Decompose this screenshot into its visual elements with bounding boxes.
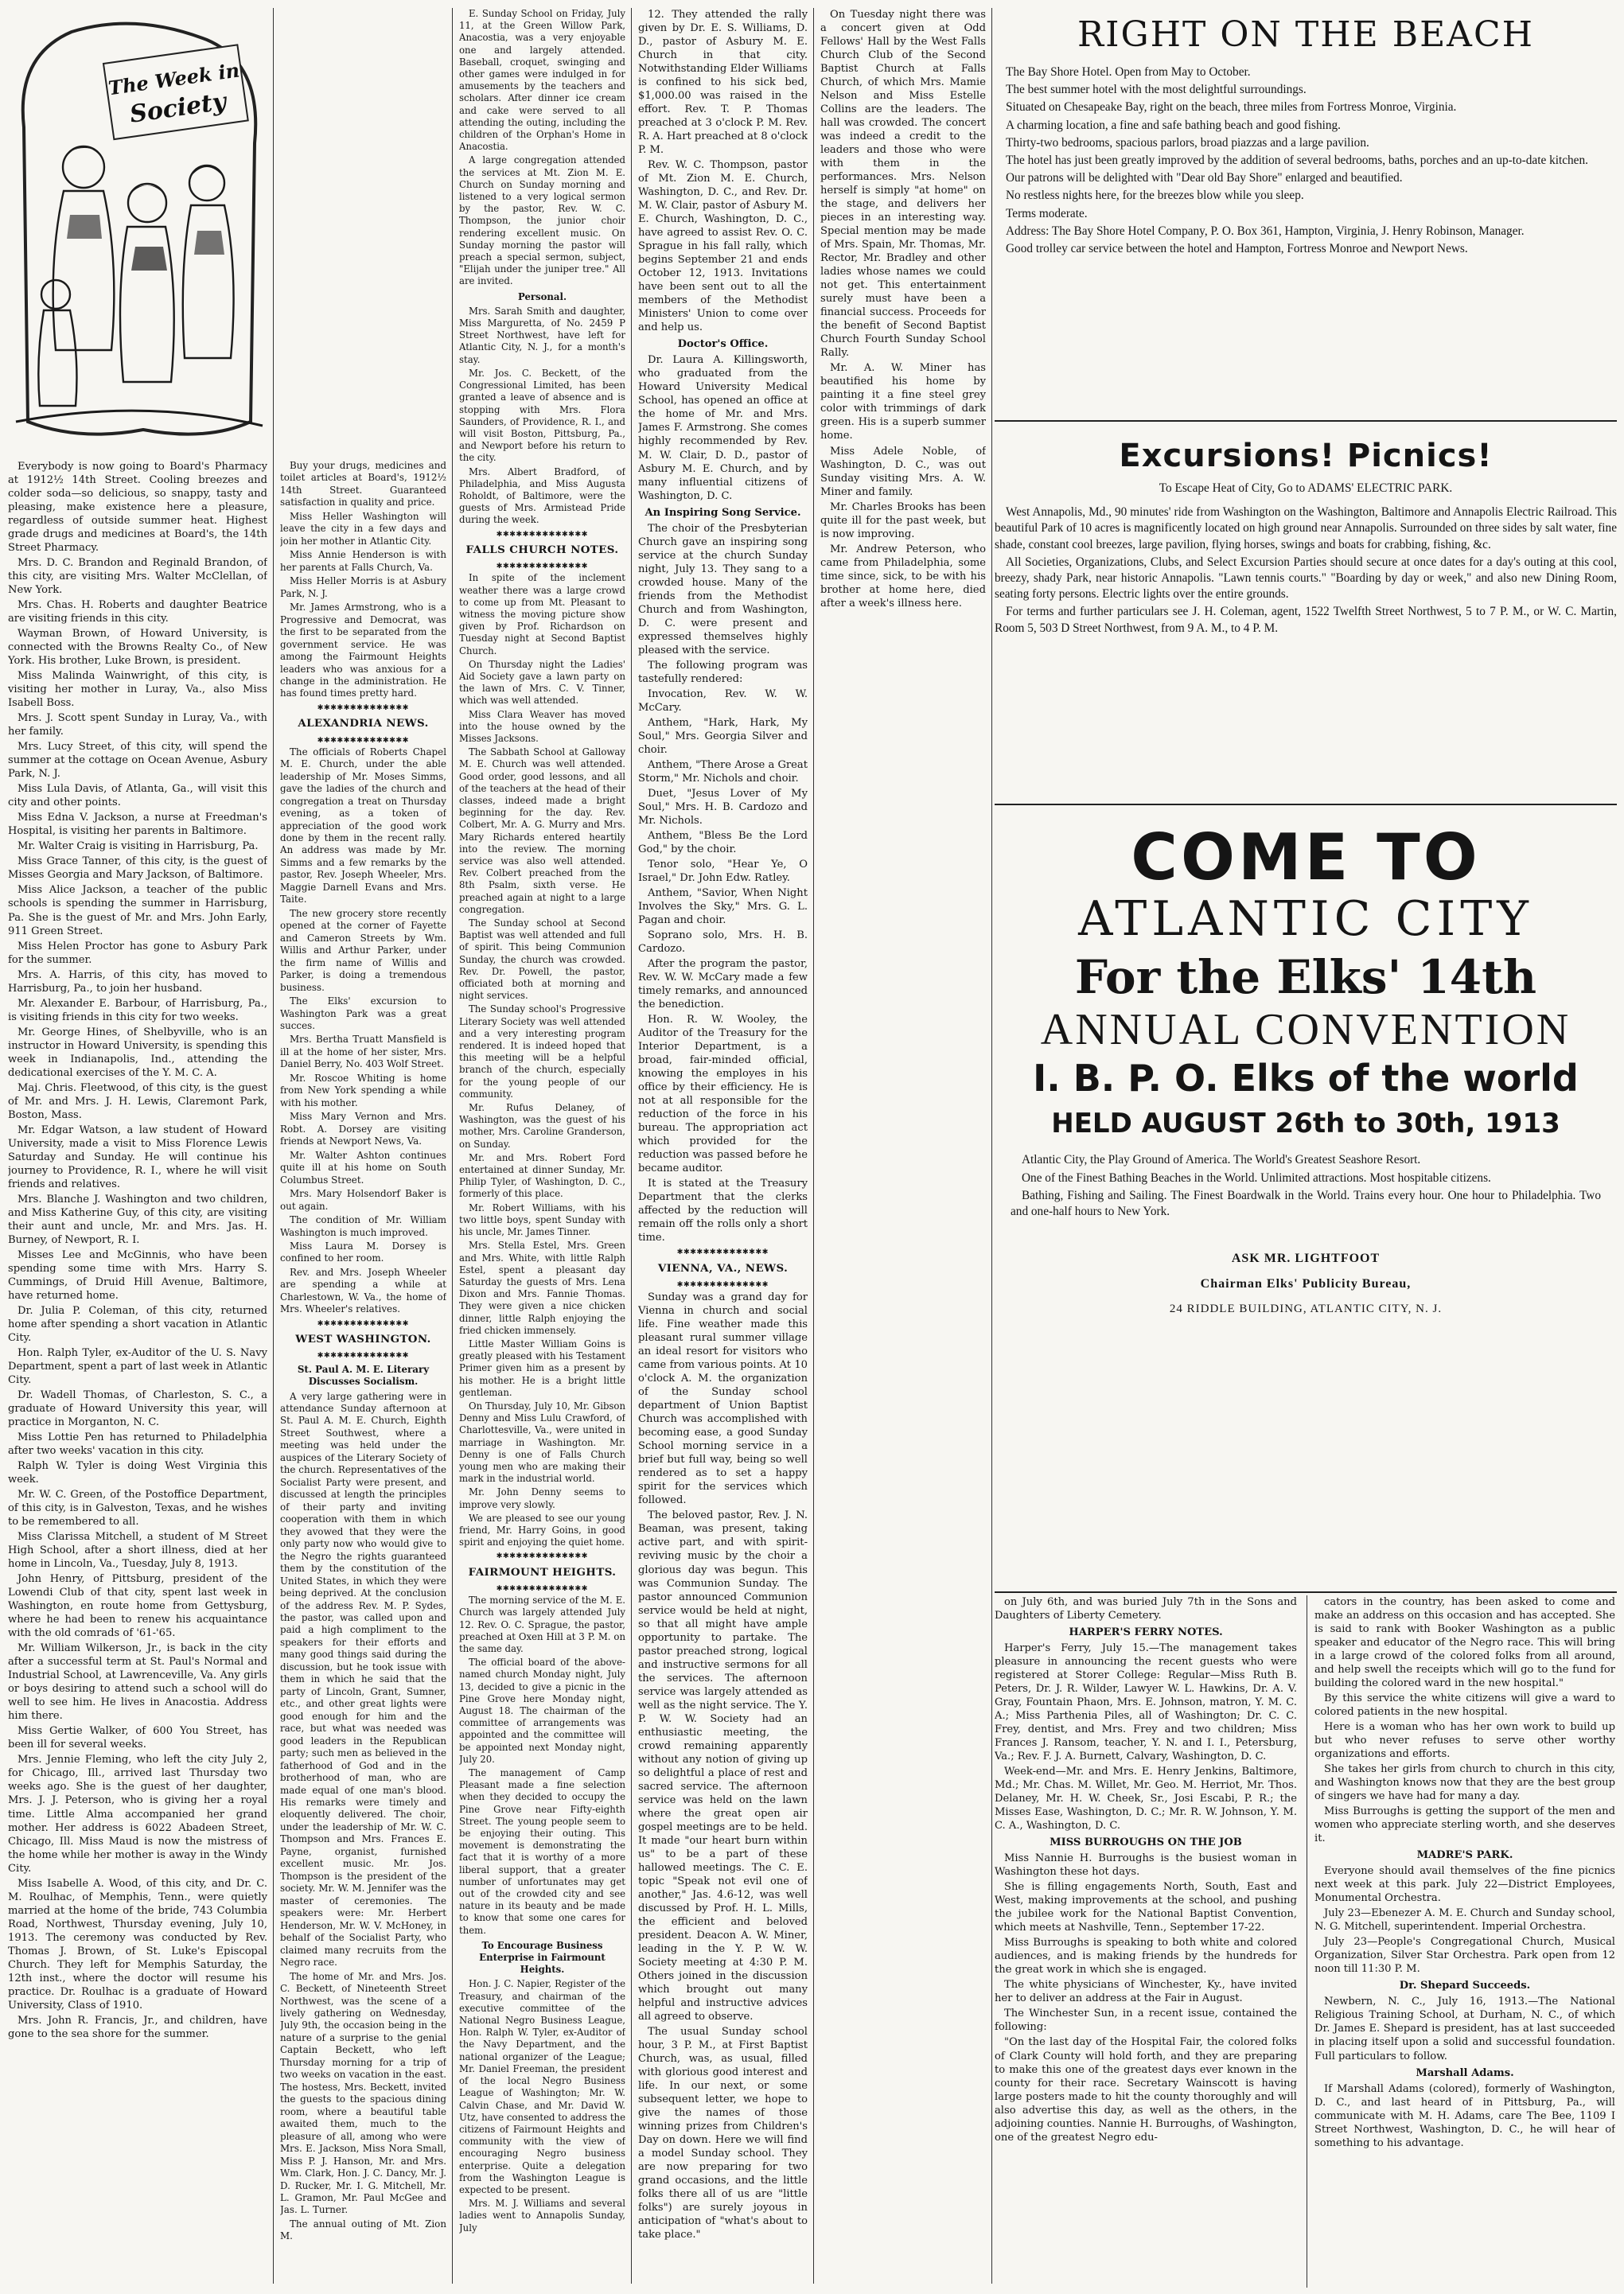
excursions-title: Excursions! Picnics! — [1119, 438, 1493, 474]
alexandria-item: The new grocery store recently opened at the corner of Fayette and Cameron Streets by Wm. Willis and Arthur Parker, under the firm name of Willis and Parker, is doing a tremendous business. — [280, 907, 446, 993]
song-service-item: Anthem, "Hark, Hark, My Soul," Mrs. Georgia Silver and choir. — [638, 716, 808, 756]
burroughs-item: Miss Burroughs is speaking to both white and colored audiences, and is making friends by the hundreds for the great work in which she is engaged. — [995, 1937, 1297, 1977]
column-rule — [452, 8, 453, 2284]
society-item: Miss Isabelle A. Wood, of this city, and Dr. C. M. Roulhac, of Memphis, Tenn., were quietly married at the home of the bride, 743 Columbia Road, Northwest, Thursday evening, July 10, 1913. The ceremony was conducted by Rev. Thomas J. Brown, of St. Luke's Episcopal Church. They left for Memphis Saturday, the 12th inst., where the doctor will resume his practice. Dr. Roulhac is a graduate of Howard University, Class of 1910. — [8, 1877, 267, 2012]
falls-church-item: On Thursday night the Ladies' Aid Society gave a lawn party on the lawn of Mrs. C. V. Tinner, which was well attended. — [459, 658, 625, 707]
song-service-item: The following program was tastefully rendered: — [638, 659, 808, 685]
society-item: Mr. Walter Craig is visiting in Harrisburg, Pa. — [18, 840, 259, 853]
article-paragraph: Miss Burroughs is getting the support of the men and women who appreciate sterling worth, and she deserves it. — [1314, 1805, 1615, 1845]
society-item: Mr. W. C. Green, of the Postoffice Department, of this city, is in Galveston, Texas, and he wishes to be remembered to all. — [8, 1489, 267, 1529]
society-item: Mr. Alexander E. Barbour, of Harrisburg, Pa., is visiting friends in this city for two weeks. — [8, 997, 267, 1023]
bay-shore-line: The best summer hotel with the most delightful surroundings. — [1006, 83, 1307, 97]
bay-shore-line: Our patrons will be delighted with "Dear old Bay Shore" enlarged and beautified. — [1006, 171, 1403, 185]
column-rule — [631, 8, 632, 2284]
society-item: Mr. Edgar Watson, a law student of Howard University, made a visit to Miss Florence Lewis Saturday and Sunday. He will continue his journey to Providence, R. I., where he will visit friends and relatives. — [8, 1124, 267, 1190]
ornament-rule: ✱✱✱✱✱✱✱✱✱✱✱✱✱✱ — [317, 1316, 410, 1328]
alexandria-item: Miss Laura M. Dorsey is confined to her room. — [280, 1240, 446, 1264]
section-heading-burroughs: MISS BURROUGHS ON THE JOB — [1050, 1836, 1242, 1849]
vienna-item: The usual Sunday school hour, 3 P. M., at First Baptist Church, was, as usual, filled with glorious good interest and life. In our next, or some subsequent letter, we hope to give the names of those winning prizes from Children's Day on down. Here we will find a model Sunday school. They are now preparing for two grand occasions, and the little folks there all of us are "little folks") are surely joyous in anticipation of "what's about to take place." — [638, 2026, 808, 2241]
atlantic-line: Bathing, Fishing and Sailing. The Finest Boardwalk in the World. Trains every hour. One hour to Philadelphia. Two and one-half hours to New York. — [1011, 1188, 1601, 1218]
bay-shore-ad — [995, 6, 1617, 422]
falls-church-item: On Thursday, July 10, Mr. Gibson Denny and Miss Lulu Crawford, of Charlottesville, Va., were united in marriage in Washington. Mr. Denny is one of Falls Church young men who are making their mark in the industrial world. — [459, 1400, 625, 1485]
falls-church-item: The Sabbath School at Galloway M. E. Church was well attended. Good order, good lessons, and all of the teachers at the head of their classes, indeed made a bright beginning for the day. Rev. Colbert, Mr. A. G. Murry and Mrs. Mary Richards entered heartily into the review. The morning service was also well attended. Rev. Colbert preached from the 8th Psalm, sixth verse. He preached again at night to a large congregation. — [459, 746, 625, 915]
society-item: Miss Lottie Pen has returned to Philadelphia after two weeks' vacation in this city. — [8, 1431, 267, 1458]
song-service-item: After the program the pastor, Rev. W. W. McCary made a few timely remarks, and announced the benediction. — [638, 958, 808, 1011]
song-service-item: Anthem, "There Arose a Great Storm," Mr. Nichols and choir. — [638, 758, 808, 785]
subheading-song-service: An Inspiring Song Service. — [645, 506, 801, 519]
society-item: Mrs. J. Scott spent Sunday in Luray, Va., with her family. — [8, 712, 267, 738]
atlantic-city-ad — [995, 812, 1617, 1593]
society-item: Mr. James Armstrong, who is a Progressive and Democrat, was the first to be separated from the government service. He was among the Fairmount Heights leaders who was anxious for a change in the administration. He has found times pretty hard. — [280, 602, 446, 699]
article-paragraph: 12. They attended the rally given by Dr. E. S. Williams, D. D., pastor of Asbury M. E. Church in that city. Notwithstanding Elder Williams is confined to his sick bed, $1,000.00 was raised in the effort. Rev. T. P. Thomas preached at 3 o'clock P. M. Rev. R. A. Hart preached at 8 o'clock P. M. — [638, 9, 808, 157]
falls-church-item: Mr. Rufus Delaney, of Washington, was the guest of his mother, Mrs. Caroline Granderson, on Sunday. — [459, 1102, 625, 1150]
excursion-line: West Annapolis, Md., 90 minutes' ride from Washington on the Washington, Baltimore and Annapolis Electric Railroad. This beautiful Park of 10 acres is magnificently located on high ground near Annapolis. Surrounded on three sides by salt water, fine shade, constant cool breezes, large pavilion, flying horses, swings and boats for crabbing, fishing, &c. — [995, 505, 1617, 551]
atlantic-annual-line: ANNUAL CONVENTION — [1040, 1005, 1571, 1054]
ornament-rule: ✱✱✱✱✱✱✱✱✱✱✱✱✱✱ — [496, 527, 589, 539]
atlantic-ibpo-line: I. B. P. O. Elks of the world — [1033, 1056, 1579, 1100]
harpers-ferry-item: Week-end—Mr. and Mrs. E. Henry Jenkins, Baltimore, Md.; Mr. Chas. M. Willet, Mr. Geo. M. Herriot, Mr. Thos. Delaney, Mr. H. W. Cheek, Sr., Josi Escabi, P. R.; the Misses Ease, Washington, D. C.; Mr. R. W. Johnson, Y. M. C. A., Washington, D. C. — [995, 1766, 1297, 1832]
harpers-ferry-item: Harper's Ferry, July 15.—The management takes pleasure in announcing the recent guests who were registered at Storer College: Regular—Miss Ruth B. Peters, Dr. J. R. Wilder, Lawyer W. L. Hawkins, Dr. A. V. Gray, Fountain Phaon, Mrs. E. Johnson, matron, Y. M. C. A.; Miss Parthenia Piles, all of Washington; Dr. C. C. Frey, dentist, and Mrs. Frey and two children; Miss Frances J. Ransom, teacher, Y. N. and I. I., Petersburg, Va.; Rev. F. J. A. Burnett, Calvary, Washington, D. C. — [995, 1642, 1297, 1763]
madres-park-item: Everyone should avail themselves of the fine picnics next week at this park. July 22—District Employees, Monumental Orchestra. — [1314, 1865, 1615, 1905]
column-3 — [459, 8, 625, 2290]
alexandria-item: The Elks' excursion to Washington Park was a great succes. — [280, 995, 446, 1032]
west-washington-item: A very large gathering were in attendance Sunday afternoon at St. Paul A. M. E. Church, Eighth Street Southwest, where a meeting was held under the auspices of the Literary Society of the church. Representatives of the Socialist Party were present, and discussed at length the principles of their party and inviting cooperation with them in which they avowed that they were the only party now who would give to the Negro the rights guaranteed them by the constitution of the United States, in which they were being deprived. At the conclusion of the address Rev. M. P. Sydes, the pastor, was called upon and paid a high compliment to the speakers for their efforts and many good things said during the discussion, but he took issue with them in which he said that the party of Lincoln, Grant, Sumner, etc., and other great lights were good enough for him and the race, but what was needed was good leaders in the Republican party; such men as believed in the fatherhood of God and in the brotherhood of man, who are made equal of one man's blood. His remarks were timely and eloquently delivered. The choir, under the leadership of Mr. W. C. Thompson and Mrs. Frances E. Payne, organist, furnished excellent music. Mr. Jos. Thompson is the president of the society. Mr. W. M. Jennifer was the master of ceremonies. The speakers were: Mr. Herbert Henderson, Mr. W. V. McHoney, in behalf of the Socialist Party, who claimed many recruits from the Negro race. — [280, 1390, 446, 1969]
bay-shore-line: Thirty-two bedrooms, spacious parlors, broad piazzas and a large pavilion. — [1006, 135, 1369, 150]
falls-church-item: Mr. and Mrs. Robert Ford entertained at dinner Sunday, Mr. Philip Tyler, of Washington, D. C., formerly of this place. — [459, 1151, 625, 1200]
atlantic-line: Atlantic City, the Play Ground of America. The World's Greatest Seashore Resort. — [1022, 1153, 1421, 1167]
atlantic-elks-line: For the Elks' 14th — [1074, 950, 1537, 1004]
society-item: Dr. Wadell Thomas, of Charleston, S. C., a graduate of Howard University this year, will practice in Morganton, N. C. — [8, 1389, 267, 1429]
ornament-rule: ✱✱✱✱✱✱✱✱✱✱✱✱✱✱ — [496, 559, 589, 571]
section-heading-madres-park: MADRE'S PARK. — [1416, 1849, 1513, 1862]
society-item: Hon. Ralph Tyler, ex-Auditor of the U. S. Navy Department, spent a part of last week in Atlantic City. — [8, 1346, 267, 1387]
society-item: Miss Clarissa Mitchell, a student of M Street High School, after a short illness, died at her home in Lincoln, Va., Tuesday, July 8, 1913. — [8, 1531, 267, 1571]
society-item: John Henry, of Pittsburg, president of the Lowendi Club of that city, spent last week in Washington, en route home from Gettysburg, where he had been to renew his acquaintance with the old comrads of '61-'65. — [8, 1573, 267, 1640]
article-paragraph: cators in the country, has been asked to come and make an address on this occasion and has accepted. She is said to rank with Booker Washington as a public speaker and educator of the Negro race. This will bring in a large crowd of the colored folks from all around, and help swell the receipts which will go to the fund for building the colored ward in the new hospital." — [1314, 1596, 1615, 1690]
section-heading-alexandria: ALEXANDRIA NEWS. — [298, 717, 429, 730]
society-item: Mr. William Wilkerson, Jr., is back in the city after a successful term at St. Paul's Normal and Industrial School, at Lawrenceville, Va. Any girls or boys desiring to attend such a school will do well to see him. He lives in Anacostia. Address him there. — [8, 1642, 267, 1723]
song-service-item: Soprano solo, Mrs. H. B. Cardozo. — [638, 929, 808, 956]
song-service-item: Anthem, "Savior, When Night Involves the Sky," Mrs. G. L. Pagan and choir. — [638, 886, 808, 927]
bay-shore-line: The Bay Shore Hotel. Open from May to October. — [1006, 65, 1251, 79]
west-washington-item: The home of Mr. and Mrs. Jos. C. Beckett, of Nineteenth Street Northwest, was the scene of a lively gathering on Wednesday, July 9th, the occasion being in the nature of a surprise to the genial Captain Beckett, who left Thursday morning for a trip of two weeks on vacation in the east. The hostess, Mrs. Beckett, invited the guests to the spacious dining room, where a beautiful table awaited them, much to the pleasure of all, among who were Mrs. E. Jackson, Miss Nora Small, Miss P. J. Hanson, Mr. and Mrs. Wm. Clark, Hon. J. C. Dancy, Mr. J. D. Rucker, Mr. I. G. Mitchell, Mr. L. Gramon, Mr. Paul McGee and Jas. L. Turner. — [280, 1970, 446, 2216]
society-item: Mrs. Blanche J. Washington and two children, and Miss Katherine Guy, of this city, are visiting their aunt and uncle, Mr. and Mrs. Jas. H. Burney, of Newport, R. I. — [8, 1193, 267, 1246]
alexandria-item: The officials of Roberts Chapel M. E. Church, under the able leadership of Mr. Moses Simms, gave the ladies of the church and congregation a treat on Thursday evening, as a token of appreciation of the good work done by them in the recent rally. An address was made by Mr. Simms and a few remarks by the pastor, Rev. Joseph Wheeler, Mrs. Maggie Darnell Evans and Mrs. Taite. — [280, 746, 446, 906]
business-item: Mrs. M. J. Williams and several ladies went to Annapolis Sunday, July — [459, 2198, 625, 2234]
bay-shore-line: The hotel has just been greatly improved by the addition of several bedrooms, baths, porches and an up-to-date kitchen. — [1006, 153, 1588, 167]
excursion-line: For terms and further particulars see J. H. Coleman, agent, 1522 Twelfth Street Northwest, 5 to 7 P. M., or W. C. Martin, Room 5, 503 D Street Northwest, from 9 A. M., to 4 P. M. — [995, 605, 1617, 635]
vienna-item: Mr. A. W. Miner has beautified his home by painting it a fine steel grey color with trimmings of dark green. His is a superb summer home. — [820, 362, 986, 442]
society-item: Mrs. A. Harris, of this city, has moved to Harrisburg, Pa., to join her husband. — [8, 968, 267, 995]
song-service-item: Duet, "Jesus Lover of My Soul," Mrs. H. B. Cardozo and Mr. Nichols. — [638, 787, 808, 827]
vienna-item: The beloved pastor, Rev. J. N. Beaman, was present, taking active part, and with spirit-reviving music by the choir a glorious day was begun. This was Communion Sunday. The pastor announced Communion service would be held at night, so that all might have ample opportunity to partake. The pastor preached strong, logical and instructive sermons for all the services. The afternoon service was largely attended as well as the night service. The Y. P. W. W. Society had an enthusiastic meeting, the crowd remaining apparently without any notion of giving up so delightful a place of rest and sacred service. The afternoon service was held on the lawn where the great open air gospel meetings are to be held. It made "our heart burn within us" to be a part of these hallowed meetings. The C. E. topic "Speak not evil one of another," Jas. 4.6-12, was well discussed by Prof. H. L. Mills, the efficient and beloved president. Deacon A. W. Miner, leading in the Y. P. W. W. Society meeting at 4:30 P. M. Others joined in the discussion which brought out many helpful and instructive advices all agreed to observe. — [638, 1509, 808, 2023]
section-heading-harpers-ferry: HARPER'S FERRY NOTES. — [1069, 1626, 1223, 1639]
article-paragraph: on July 6th, and was buried July 7th in the Sons and Daughters of Liberty Cemetery. — [995, 1596, 1297, 1622]
subheading-shepard: Dr. Shepard Succeeds. — [1399, 1980, 1531, 1992]
section-heading-falls-church: FALLS CHURCH NOTES. — [465, 543, 619, 556]
song-service-item: Anthem, "Bless Be the Lord God," by the choir. — [638, 829, 808, 855]
doctor-item: Dr. Laura A. Killingsworth, who graduated from the Howard University Medical School, has opened an office at the home of Mr. and Mrs. James F. Armstrong. She comes highly recommended by Rev. M. W. Clair, D. D., pastor of Asbury M. E. Church, and by many influential citizens of Washington, D. C. — [638, 354, 808, 502]
bay-shore-line: No restless nights here, for the breezes blow while you sleep. — [1006, 189, 1304, 203]
society-item: Miss Gertie Walker, of 600 You Street, has been ill for several weeks. — [8, 1725, 267, 1751]
alexandria-item: Mrs. Bertha Truatt Mansfield is ill at the home of her sister, Mrs. Daniel Berry, No. 403 Wolf Street. — [280, 1034, 446, 1070]
society-item: Mr. George Hines, of Shelbyville, who is an instructor in Howard University, is spending this week in Indianapolis, Ind., attending the dedicational exercises of the Y. M. C. A. — [8, 1026, 267, 1079]
masthead-title-second: Society — [128, 88, 228, 129]
falls-church-item: In spite of the inclement weather there was a large crowd to come up from Mt. Pleasant to witness the moving picture show given by Prof. Richardson on Tuesday night at Second Baptist Church. — [459, 572, 625, 656]
burroughs-item: Miss Nannie H. Burroughs is the busiest woman in Washington these hot days. — [995, 1852, 1297, 1879]
society-item: Mrs. Chas. H. Roberts and daughter Beatrice are visiting friends in this city. — [8, 599, 267, 625]
society-item: Miss Grace Tanner, of this city, is the guest of Misses Georgia and Mary Jackson, of Baltimore. — [8, 855, 267, 882]
atlantic-city-heading: ATLANTIC CITY — [1078, 891, 1533, 947]
ornament-rule: ✱✱✱✱✱✱✱✱✱✱✱✱✱✱ — [676, 1245, 769, 1257]
society-item: Mrs. Jennie Fleming, who left the city July 2, for Chicago, Ill., arrived last Thursday two weeks ago. She is the guest of her daughter, Mrs. J. J. Peterson, who is giving her a royal time. Little Alma accompanied her grand mother. Her address is 6022 Abadeen Street, Chicago, Ill. Miss Maud is now the mistress of the home while her mother is away in the Windy City. — [8, 1754, 267, 1875]
business-item: Hon. J. C. Napier, Register of the Treasury, and chairman of the executive committee of the National Negro Business League, Hon. Ralph W. Tyler, ex-Auditor of the Navy Department, and the national organizer of the League; Mr. Daniel Freeman, the president of the local Negro Business League of Washington; Mr. W. Calvin Chase, and Mr. David W. Utz, have consented to address the citizens of Fairmount Heights and community with the view of encouraging Negro business enterprise. Quite a delegation from the Washington League is expected to be present. — [459, 1978, 625, 2195]
fairmount-item: The official board of the above-named church Monday night, July 13, decided to give a picnic in the Pine Grove here Monday night, August 18. The chairman of the committee of arrangements was appointed and the committee will be appointed next Monday night, July 20. — [459, 1657, 625, 1765]
subheading-personal: Personal. — [517, 290, 567, 302]
society-item: Miss Heller Morris is at Asbury Park, N. J. — [280, 575, 446, 599]
week-in-society-illustration — [8, 8, 271, 454]
vienna-item: Sunday was a grand day for Vienna in church and social life. Fine weather made this pleasant rural summer village an ideal resort for visitors who came from various points. At 10 o'clock A. M. the organization of the Sunday school department of Union Baptist Church was accomplished with becoming ease, a good Sunday School morning service in a brief but full way, being so well rendered as to set a happy spirit for the services which followed. — [638, 1291, 808, 1507]
society-item: Everybody is now going to Board's Pharmacy at 1912½ 14th Street. Cooling breezes and colder soda—so delicious, so snappy, tasty and pleasing, make existence here a pleasure, regardless of outside summer heat. Highest grade drugs and medicines at Board's, the 14th Street Pharmacy. — [8, 461, 267, 555]
song-service-item: Invocation, Rev. W. W. McCary. — [638, 687, 808, 714]
vienna-item: On Tuesday night there was a concert given at Odd Fellows' Hall by the West Falls Church Club of the Second Baptist Church at Falls Church, of which Mrs. Mamie Nelson and Miss Estelle Collins are the leaders. The hall was crowded. The concert was indeed a credit to the leaders and those who were with them in the performances. Mrs. Nelson herself is simply "at home" on the stage, and delivers her pieces in an interesting way. Special mention may be made of Mrs. Spain, Mr. Thomas, Mr. Rector, Mr. Bradley and other ladies whose names we could not get. This entertainment surely must have been a financial success. Proceeds for the benefit of Second Baptist Church Fourth Sunday School Rally. — [820, 9, 986, 360]
masthead-title: The Week in — [107, 58, 241, 100]
article-paragraph: She takes her girls from church to church in this city, and Washington knows now that they are the best group of singers we have had for many a day. — [1314, 1763, 1615, 1803]
society-item: Misses Lee and McGinnis, who have been spending some time with Mrs. Harry S. Cummings, of Druid Hill Avenue, Baltimore, have returned home. — [8, 1248, 267, 1302]
society-item: Mrs. D. C. Brandon and Reginald Brandon, of this city, are visiting Mrs. Walter McClellan, of New York. — [8, 557, 267, 597]
burroughs-item: "On the last day of the Hospital Fair, the colored folks of Clark County will hold forth, and they are preparing to make this one of the greatest days ever known in the county for their race. Secretary Wainscott is having large posters made to hit the county thoroughly and will also advertise this day, as well as the others, in the adjoining counties. Nannie H. Burroughs, of Washington, one of the greatest Negro edu- — [995, 2036, 1297, 2144]
alexandria-item: Mr. Roscoe Whiting is home from New York spending a while with his mother. — [280, 1072, 446, 1108]
subheading-business: To Encourage Business Enterprise in Fairmount Heights. — [479, 1939, 606, 1976]
society-item: Mrs. Lucy Street, of this city, will spend the summer at the cottage on Ocean Avenue, Asbury Park, N. J. — [8, 741, 267, 781]
society-item: Wayman Brown, of Howard University, is connected with the Browns Realty Co., of New York. His brother, Luke Brown, is president. — [8, 628, 267, 668]
alexandria-item: Miss Mary Vernon and Mrs. Robt. A. Dorsey are visiting friends at Newport News, Va. — [280, 1111, 446, 1147]
personal-item: Mr. Jos. C. Beckett, of the Congressional Limited, has been granted a leave of absence and is stopping with Mrs. Flora Saunders, of Providence, R. I., and will visit Boston, Pittsburg, Pa., and Newport before his return to the city. — [459, 367, 625, 464]
excursions-ad — [995, 430, 1617, 805]
falls-church-item: We are pleased to see our young friend, Mr. Harry Goins, in good spirit and enjoying the quiet home. — [459, 1512, 625, 1548]
ornament-rule: ✱✱✱✱✱✱✱✱✱✱✱✱✱✱ — [496, 1549, 589, 1561]
society-item: Miss Heller Washington will leave the city in a few days and join her mother in Atlantic City. — [280, 510, 446, 547]
vienna-item: Miss Adele Noble, of Washington, D. C., was out Sunday visiting Mrs. A. W. Miner and family. — [820, 445, 986, 498]
atlantic-address: 24 RIDDLE BUILDING, ATLANTIC CITY, N. J. — [1169, 1303, 1443, 1316]
subheading-st-paul: St. Paul A. M. E. Literary Discusses Socialism. — [297, 1363, 430, 1388]
atlantic-come-to: COME TO — [1131, 820, 1481, 894]
atlantic-ask: ASK MR. LIGHTFOOT — [1231, 1252, 1381, 1266]
atlantic-held-line: HELD AUGUST 26th to 30th, 1913 — [1051, 1108, 1560, 1140]
society-item: Miss Helen Proctor has gone to Asbury Park for the summer. — [8, 940, 267, 966]
society-item: Maj. Chris. Fleetwood, of this city, is the guest of Mr. and Mrs. J. H. Lewis, Claremont Park, Boston, Mass. — [8, 1081, 267, 1121]
society-item: Miss Annie Henderson is with her parents at Falls Church, Va. — [280, 549, 446, 573]
burroughs-item: She is filling engagements North, South, East and West, making improvements at the school, and pushing the jubilee work for the National Baptist Convention, which meets at Nashville, Tenn., September 17-22. — [995, 1881, 1297, 1934]
falls-church-item: Miss Clara Weaver has moved into the house owned by the Misses Jacksons. — [459, 708, 625, 744]
society-item: Miss Edna V. Jackson, a nurse at Freedman's Hospital, is visiting her parents in Baltimore. — [8, 812, 267, 838]
song-service-item: Hon. R. W. Wooley, the Auditor of the Treasury for the Interior Department, is a broad, fair-minded official, knowing the employes in his office by their efficiency. He is not at all responsible for the reduction of the force in his bureau. The appropriation act which provided for the reduction was passed before he became auditor. — [638, 1014, 808, 1175]
bay-shore-line: Address: The Bay Shore Hotel Company, P. O. Box 361, Hampton, Virginia, J. Henry Robinson, Manager. — [1006, 224, 1525, 238]
falls-church-item: Mrs. Stella Estel, Mrs. Green and Mrs. White, with little Ralph Estel, spent a pleasant day Saturday the guests of Mrs. Lena Dixon and Mrs. Fannie Thomas. They were given a nice chicken dinner, little Ralph enjoying the fried chicken immensely. — [459, 1240, 625, 1336]
section-heading-west-washington: WEST WASHINGTON. — [295, 1332, 431, 1346]
article-paragraph: E. Sunday School on Friday, July 11, at the Green Willow Park, Anacostia, was a very enjoyable one and largely attended. Baseball, croquet, swinging and other games were indulged in for amusements by the teachers and scholars. After dinner ice cream and cake were served to all attending the outing, including the children of the Orphan's Home in Anacostia. — [459, 8, 625, 153]
bay-shore-line: A charming location, a fine and safe bathing beach and good fishing. — [1006, 118, 1341, 132]
atlantic-chair: Chairman Elks' Publicity Bureau, — [1200, 1277, 1412, 1291]
subheading-doctor: Doctor's Office. — [677, 338, 769, 351]
burroughs-item: The white physicians of Winchester, Ky., have invited her to deliver an address at the Fair in August. — [995, 1979, 1297, 2005]
bay-shore-line: Good trolley car service between the hotel and Hampton, Fortress Monroe and Newport News. — [1006, 241, 1468, 255]
society-item: Ralph W. Tyler is doing West Virginia this week. — [8, 1460, 267, 1486]
society-item: Miss Alice Jackson, a teacher of the public schools is spending the summer in Harrisburg, Pa. She is the guest of Mr. and Mrs. John Early, 911 Green Street. — [8, 884, 267, 937]
society-item: Mrs. John R. Francis, Jr., and children, have gone to the sea shore for the summer. — [8, 2014, 267, 2040]
column-rule — [991, 8, 992, 2284]
personal-item: Mrs. Sarah Smith and daughter, Miss Marguretta, of No. 2459 P Street Northwest, have left for Atlantic City, N. J., for a month's stay. — [459, 305, 625, 365]
column-1 — [8, 460, 267, 2290]
ornament-rule: ✱✱✱✱✱✱✱✱✱✱✱✱✱✱ — [317, 733, 410, 745]
society-item: Miss Malinda Wainwright, of this city, is visiting her mother in Luray, Va., also Miss Isabell Boss. — [8, 670, 267, 710]
ornament-rule: ✱✱✱✱✱✱✱✱✱✱✱✱✱✱ — [496, 1581, 589, 1593]
column-6 — [995, 1595, 1297, 2288]
shepard-item: Newbern, N. C., July 16, 1913.—The National Religious Training School, at Durham, N. C., of which Dr. James E. Shepard is president, has at last succeeded in placing itself upon a solid and successful foundation. Full particulars to follow. — [1314, 1996, 1615, 2062]
song-service-item: It is stated at the Treasury Department that the clerks affected by the reduction will remain off the rolls only a short time. — [638, 1178, 808, 1244]
bay-shore-title: RIGHT ON THE BEACH — [1077, 14, 1534, 55]
falls-church-item: The Sunday school's Progressive Literary Society was well attended and a very interesting program rendered. It is indeed hoped that this meeting will be a helpful branch of the church, especially for the young people of our community. — [459, 1003, 625, 1100]
society-item: Miss Lula Davis, of Atlanta, Ga., will visit this city and other points. — [8, 783, 267, 809]
column-7 — [1314, 1595, 1615, 2288]
personal-item: Mrs. Albert Bradford, of Philadelphia, and Miss Augusta Roholdt, of Baltimore, were the guests of Mrs. Armistead Pride during the week. — [459, 465, 625, 526]
vienna-item: Mr. Andrew Peterson, who came from Philadelphia, some time since, sick, to be with his brother at home here, died after a week's illness here. — [820, 543, 986, 610]
article-paragraph: Here is a woman who has her own work to build up but who never refuses to serve other worthy organizations and efforts. — [1314, 1721, 1615, 1761]
article-paragraph: A large congregation attended the services at Mt. Zion M. E. Church on Sunday morning and listened to a very logical sermon by the pastor, Rev. W. C. Thompson, the junior choir rendering excellent music. On Sunday morning the pastor will preach a special sermon, subject, "Elijah under the juniper tree." All are invited. — [459, 154, 625, 287]
lower-right-columns — [995, 1595, 1617, 2288]
alexandria-item: Rev. and Mrs. Joseph Wheeler are spending a while at Charlestown, W. Va., the home of Mrs. Wheeler's relatives. — [280, 1266, 446, 1315]
column-rule — [813, 8, 814, 2284]
excursion-line: All Societies, Organizations, Clubs, and Select Excursion Parties should secure at once dates for a day's outing at this cool, breezy, shady Park, near historic Annapolis. "Lawn tennis courts." "Boarding by day or week," and also new Dining Room, seating forty persons. Electric lights over the entire grounds. — [995, 555, 1617, 602]
section-heading-vienna: VIENNA, VA., NEWS. — [657, 1261, 789, 1275]
falls-church-item: Mr. John Denny seems to improve very slowly. — [459, 1486, 625, 1510]
column-rule — [273, 8, 274, 2284]
marshall-adams-item: If Marshall Adams (colored), formerly of Washington, D. C., and last heard of in Pittsburg, Pa., will communicate with M. H. Adams, care The Bee, 1109 I Street Northwest, Washington, D. C., he will hear of something to his advantage. — [1314, 2082, 1615, 2149]
article-paragraph: By this service the white citizens will give a ward to colored patients in the new hospital. — [1314, 1692, 1615, 1719]
ornament-rule: ✱✱✱✱✱✱✱✱✱✱✱✱✱✱ — [317, 700, 410, 712]
society-item: Buy your drugs, medicines and toilet articles at Board's, 1912½ 14th Street. Guaranteed satisfaction in quality and price. — [280, 460, 446, 508]
madres-park-item: July 23—People's Congregational Church, Musical Organization, Silver Star Orchestra. Park open from 12 noon till 11:30 P. M. — [1314, 1936, 1615, 1976]
column-5 — [820, 8, 986, 2290]
alexandria-item: The condition of Mr. William Washington is much improved. — [280, 1214, 446, 1238]
society-item: Dr. Julia P. Coleman, of this city, returned home after spending a short vacation in Atlantic City. — [8, 1304, 267, 1344]
section-heading-fairmount: FAIRMOUNT HEIGHTS. — [468, 1565, 617, 1579]
bay-shore-line: Terms moderate. — [1006, 206, 1088, 220]
west-washington-item: The annual outing of Mt. Zion M. — [280, 2218, 446, 2242]
madres-park-item: July 23—Ebenezer A. M. E. Church and Sunday school, N. G. Mitchell, superintendent. Imperial Orchestra. — [1314, 1907, 1615, 1934]
falls-church-item: The Sunday school at Second Baptist was well attended and full of spirit. This being Communion Sunday, the church was crowded. Rev. Dr. Powell, the pastor, officiated both at morning and night services. — [459, 917, 625, 1002]
song-service-item: Tenor solo, "Hear Ye, O Israel," Dr. John Edw. Ratley. — [638, 858, 808, 884]
fairmount-item: The morning service of the M. E. Church was largely attended July 12. Rev. O. C. Sprague, the pastor, preached at Oxen Hill at 3 P. M. on the same day. — [459, 1595, 625, 1654]
excursions-subtitle: To Escape Heat of City, Go to ADAMS' ELECTRIC PARK. — [1159, 481, 1453, 495]
falls-church-item: Little Master William Goins is greatly pleased with his Testament Primer given him as a present by his mother. He is a bright little gentleman. — [459, 1338, 625, 1398]
atlantic-line: One of the Finest Bathing Beaches in the World. Unlimited attractions. Most hospitable citizens. — [1022, 1170, 1491, 1185]
burroughs-item: The Winchester Sun, in a recent issue, contained the following: — [995, 2008, 1297, 2034]
ornament-rule: ✱✱✱✱✱✱✱✱✱✱✱✱✱✱ — [676, 1278, 769, 1289]
column-2 — [280, 460, 446, 2290]
ornament-rule: ✱✱✱✱✱✱✱✱✱✱✱✱✱✱ — [317, 1349, 410, 1361]
bay-shore-line: Situated on Chesapeake Bay, right on the beach, three miles from Fortress Monroe, Virginia. — [1006, 100, 1457, 115]
song-service-item: The choir of the Presbyterian Church gave an inspiring song service at the church Sunday night, July 13. They sang to a crowded house. Many of the friends from the Methodist Church and from Washington, D. C. were present and expressed themselves highly pleased with the service. — [638, 522, 808, 656]
falls-church-item: Mr. Robert Williams, with his two little boys, spent Sunday with his uncle, Mr. James Tinner. — [459, 1202, 625, 1238]
vienna-item: Mr. Charles Brooks has been quite ill for the past week, but is now improving. — [820, 500, 986, 540]
alexandria-item: Mrs. Mary Holsendorf Baker is out again. — [280, 1188, 446, 1212]
column-4 — [638, 8, 808, 2290]
article-paragraph: Rev. W. C. Thompson, pastor of Mt. Zion M. E. Church, Washington, D. C., and Rev. Dr. M. W. Clair, pastor of Asbury M. E. Church, Washington, D. C., have agreed to assist Rev. O. C. Sprague in his fall rally, which begins September 21 and ends October 12, 1913. Invitations have been sent out to all the members of the Methodist Ministers' Union to come over and help us. — [638, 159, 808, 334]
fairmount-item: The management of Camp Pleasant made a fine selection when they decided to occupy the Pine Grove near Fifty-eighth Street. The young people seem to be enjoying their outing. This movement is demonstrating the fact that it is worthy of a more liberal support, that a greater number of unfortunates may get out of the crowded city and see nature in its beauty and be made to know that some one cares for them. — [459, 1767, 625, 1936]
subheading-marshall-adams: Marshall Adams. — [1416, 2066, 1514, 2079]
alexandria-item: Mr. Walter Ashton continues quite ill at his home on South Columbus Street. — [280, 1149, 446, 1186]
